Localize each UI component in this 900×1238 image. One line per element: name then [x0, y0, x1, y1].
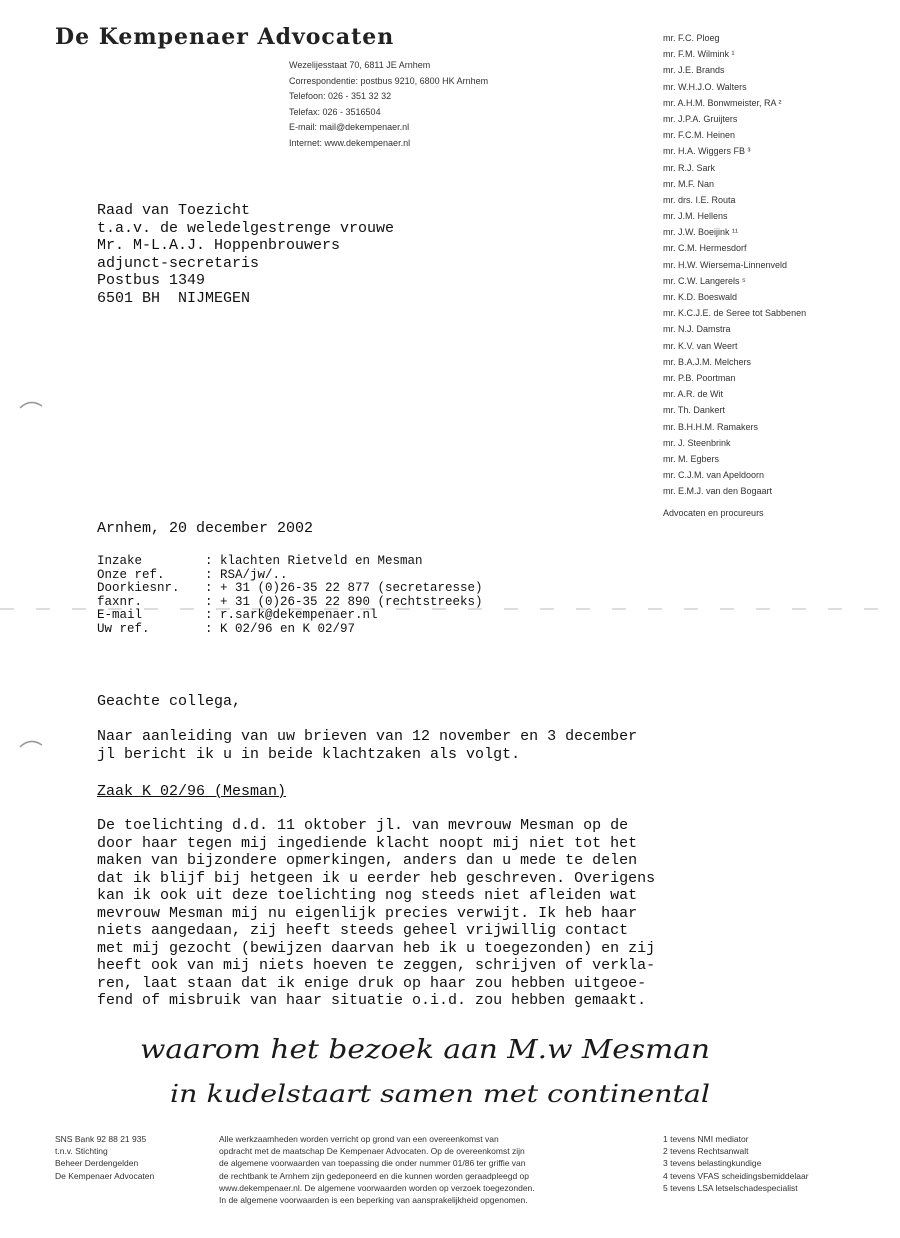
- addressee-line: Postbus 1349: [97, 272, 206, 289]
- partner-name: mr. K.C.J.E. de Seree tot Sabbenen: [663, 308, 807, 319]
- footer-line: 1 tevens NMI mediator: [663, 1134, 749, 1144]
- paragraph-line: kan ik ook uit deze toelichting nog steeds niet afleiden wat: [97, 887, 638, 904]
- footer-line: 4 tevens VFAS scheidingsbemiddelaar: [663, 1170, 809, 1181]
- letter-date: Arnhem, 20 december 2002: [97, 520, 314, 537]
- footer-line: In de algemene voorwaarden is een beperking van aansprakelijkheid opgenomen.: [219, 1194, 528, 1205]
- reference-value: : + 31 (0)26-35 22 890 (rechtstreeks): [205, 594, 483, 609]
- partner-name: mr. J.P.A. Gruijters: [663, 113, 738, 124]
- footer-line: Beheer Derdengelden: [55, 1158, 139, 1169]
- footer-line: De Kempenaer Advocaten: [55, 1170, 155, 1181]
- footer-line: 5 tevens LSA letselschadespecialist: [663, 1182, 798, 1193]
- handwriting-line: in kudelstaart samen met continental: [170, 1080, 710, 1108]
- footer-line: 2 tevens Rechtsanwalt: [663, 1146, 749, 1157]
- reference-label: Uw ref.: [97, 621, 150, 636]
- partner-name: mr. B.H.H.M. Ramakers: [663, 421, 759, 432]
- case-heading: [97, 783, 286, 801]
- partner-name: mr. A.R. de Wit: [663, 389, 724, 400]
- phone-line: Telefoon: 026 - 351 32 32: [289, 91, 392, 101]
- case-heading-text: Zaak K 02/96 (Mesman): [97, 783, 287, 800]
- partner-name: mr. P.B. Poortman: [663, 372, 736, 383]
- paragraph-line: fend of misbruik van haar situatie o.i.d. zou hebben gemaakt.: [97, 992, 647, 1009]
- paragraph-line: niets aangedaan, zij heeft steeds geheel vrijwillig contact: [97, 922, 629, 939]
- footer-line: de rechtbank te Arnhem zijn gedeponeerd en die kunnen worden geraadpleegd op: [219, 1170, 530, 1181]
- reference-row: [97, 569, 483, 583]
- reference-row: [97, 596, 483, 610]
- handwritten-annotation: [140, 1030, 740, 1110]
- partner-list: [663, 30, 806, 522]
- footer-terms: [219, 1133, 535, 1206]
- paragraph-line: De toelichting d.d. 11 oktober jl. van mevrouw Mesman op de: [97, 817, 629, 834]
- footer-line: Alle werkzaamheden worden verricht op grond van een overeenkomst van: [219, 1134, 499, 1144]
- partner-name: mr. K.D. Boeswald: [663, 292, 738, 302]
- partner-name: mr. C.W. Langerels ⁵: [663, 275, 746, 286]
- partner-name: mr. Th. Dankert: [663, 405, 725, 416]
- partner-name: mr. C.M. Hermesdorf: [663, 243, 747, 254]
- footer-notes: [663, 1133, 809, 1194]
- paragraph-line: ren, laat staan dat ik enige druk op haar zou hebben uitgeoe-: [97, 974, 647, 992]
- case-paragraph: [97, 817, 655, 1010]
- footer-line: www.dekempenaer.nl. De algemene voorwaarden worden op verzoek toegezonden.: [219, 1182, 535, 1193]
- reference-row: [97, 623, 483, 637]
- punch-hole-mark: [18, 737, 44, 749]
- fax-line: Telefax: 026 - 3516504: [289, 106, 381, 117]
- paragraph-line: mevrouw Mesman mij nu eigenlijk precies verwijt. Ik heb haar: [97, 904, 638, 922]
- correspondence-line: Correspondentie: postbus 9210, 6800 HK Arnhem: [289, 75, 489, 86]
- paragraph-line: heeft ook van mij niets hoeven te zeggen, schrijven of verkla-: [97, 957, 656, 974]
- footer-line: SNS Bank 92 88 21 935: [55, 1134, 147, 1144]
- partner-name: mr. R.J. Sark: [663, 162, 716, 173]
- footer-line: 3 tevens belastingkundige: [663, 1158, 762, 1169]
- addressee-block: [97, 202, 394, 307]
- email-line: E-mail: mail@dekempenaer.nl: [289, 122, 410, 132]
- firm-contact-block: [289, 58, 488, 151]
- paragraph-line: met mij gezocht (bewijzen daarvan heb ik u toegezonden) en zij: [97, 939, 656, 957]
- partner-name: mr. N.J. Damstra: [663, 324, 731, 335]
- addressee-line: Mr. M-L.A.J. Hoppenbrouwers: [97, 237, 341, 254]
- partner-name: mr. F.M. Wilmink ¹: [663, 49, 735, 60]
- partner-name: mr. H.A. Wiggers FB ³: [663, 146, 751, 157]
- reference-label: Doorkiesnr.: [97, 581, 180, 595]
- partner-name: mr. M.F. Nan: [663, 178, 715, 189]
- partner-name: mr. E.M.J. van den Bogaart: [663, 486, 773, 497]
- reference-row: [97, 582, 483, 596]
- partner-name: mr. J. Steenbrink: [663, 437, 731, 448]
- intro-paragraph: [97, 728, 637, 763]
- partner-name: mr. B.A.J.M. Melchers: [663, 356, 752, 367]
- reference-row: [97, 555, 483, 569]
- firm-tagline: Advocaten en procureurs: [663, 508, 764, 519]
- paragraph-line: Naar aanleiding van uw brieven van 12 november en 3 december: [97, 728, 638, 745]
- partner-name: mr. J.W. Boeijink ¹¹: [663, 227, 739, 238]
- website-line: Internet: www.dekempenaer.nl: [289, 137, 411, 148]
- reference-label: E-mail: [97, 608, 143, 622]
- address-line: Wezelijesstaat 70, 6811 JE Arnhem: [289, 60, 431, 70]
- partner-name: mr. A.H.M. Bonwmeister, RA ²: [663, 97, 782, 108]
- salutation: [97, 693, 241, 711]
- reference-value: : klachten Rietveld en Mesman: [205, 554, 423, 568]
- partner-name: mr. H.W. Wiersema-Linnenveld: [663, 259, 788, 270]
- punch-hole-mark: [18, 398, 44, 410]
- reference-value: : K 02/96 en K 02/97: [205, 621, 356, 636]
- footer-line: t.n.v. Stichting: [55, 1146, 108, 1157]
- reference-row: [97, 609, 483, 623]
- paragraph-line: door haar tegen mij ingediende klacht noopt mij niet tot het: [97, 834, 638, 852]
- reference-label: Inzake: [97, 554, 143, 568]
- reference-label: Onze ref.: [97, 567, 165, 582]
- handwriting-line: waarom het bezoek aan M.w Mesman: [140, 1035, 710, 1065]
- addressee-line: t.a.v. de weledelgestrenge vrouwe: [97, 219, 395, 237]
- addressee-line: Raad van Toezicht: [97, 202, 251, 219]
- paragraph-line: jl bericht ik u in beide klachtzaken als volgt.: [97, 745, 521, 763]
- reference-value: : RSA/jw/..: [205, 567, 288, 582]
- reference-value: : + 31 (0)26-35 22 877 (secretaresse): [205, 581, 483, 595]
- partner-name: mr. W.H.J.O. Walters: [663, 81, 747, 92]
- partner-name: mr. C.J.M. van Apeldoorn: [663, 470, 765, 481]
- partner-name: mr. F.C. Ploeg: [663, 33, 720, 43]
- partner-name: mr. M. Egbers: [663, 453, 720, 464]
- partner-name: mr. K.V. van Weert: [663, 340, 738, 351]
- partner-name: mr. J.M. Hellens: [663, 211, 728, 222]
- reference-value: : r.sark@dekempenaer.nl: [205, 608, 378, 622]
- partner-name: mr. F.C.M. Heinen: [663, 130, 736, 141]
- footer-line: opdracht met de maatschap De Kempenaer Advocaten. Op de overeenkomst zijn: [219, 1146, 525, 1157]
- paragraph-line: dat ik blijf bij hetgeen ik u eerder heb geschreven. Overigens: [97, 869, 656, 887]
- footer-bank-details: [55, 1133, 154, 1182]
- paragraph-line: maken van bijzondere opmerkingen, anders dan u mede te delen: [97, 852, 638, 869]
- reference-label: faxnr.: [97, 594, 143, 609]
- reference-block: [97, 555, 483, 636]
- partner-name: mr. J.E. Brands: [663, 65, 725, 76]
- firm-name: De Kempenaer Advocaten: [55, 24, 395, 50]
- addressee-line: 6501 BH NIJMEGEN: [97, 289, 251, 307]
- partner-name: mr. drs. I.E. Routa: [663, 194, 736, 205]
- salutation-line: Geachte collega,: [97, 693, 242, 710]
- addressee-line: adjunct-secretaris: [97, 254, 260, 272]
- footer-line: de algemene voorwaarden van toepassing die onder nummer 01/86 ter griffie van: [219, 1158, 526, 1169]
